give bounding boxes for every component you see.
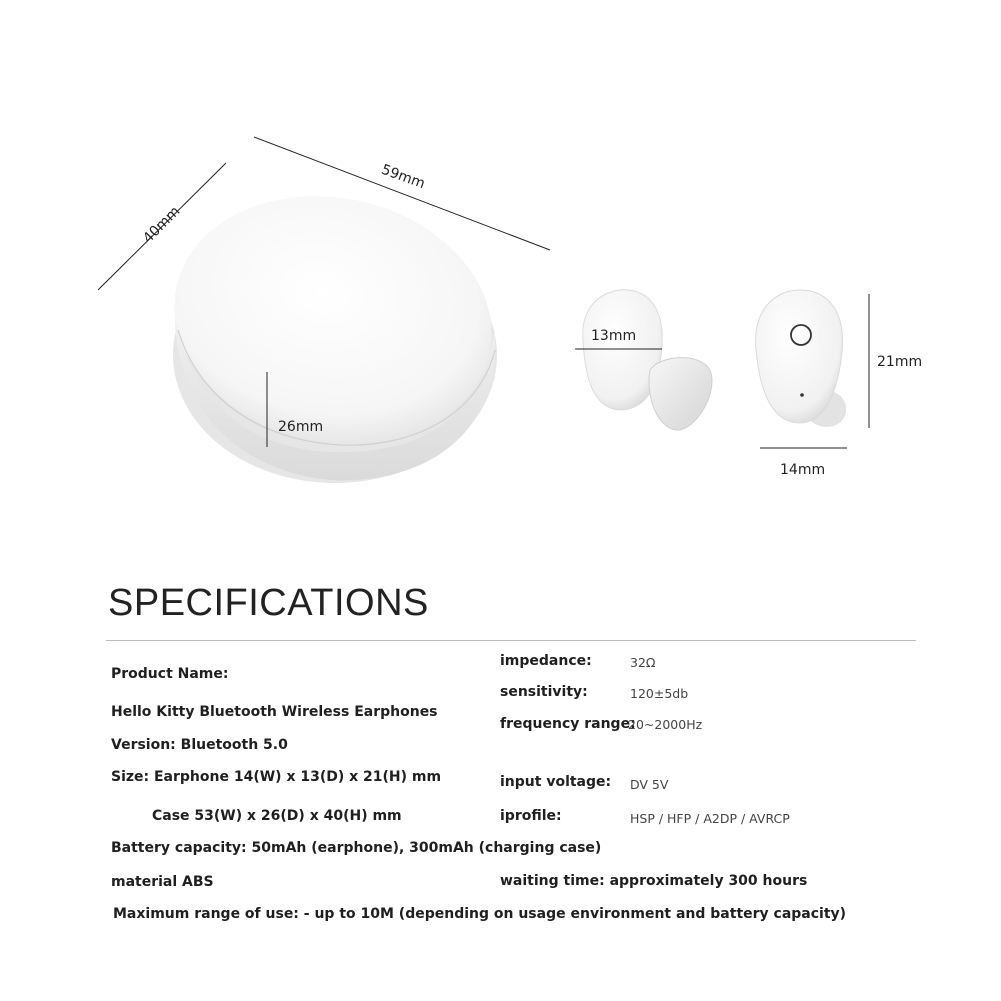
voltage-value: DV 5V — [630, 777, 669, 792]
profile-value: HSP / HFP / A2DP / AVRCP — [630, 811, 790, 826]
frequency-label: frequency range: — [500, 716, 636, 732]
earbud-front-image — [756, 290, 847, 427]
case-depth-label: 40mm — [140, 203, 184, 247]
specifications-heading: SPECIFICATIONS — [108, 582, 429, 624]
earbud-height-label: 21mm — [877, 354, 923, 370]
charging-case-image — [151, 167, 515, 483]
earbud-width-label: 14mm — [780, 462, 826, 478]
product-name-value: Hello Kitty Bluetooth Wireless Earphones — [111, 704, 438, 720]
led-indicator-icon — [800, 393, 804, 397]
case-height-label: 26mm — [278, 419, 324, 435]
size-case-spec: Case 53(W) x 26(D) x 40(H) mm — [152, 808, 402, 824]
impedance-value: 32Ω — [630, 655, 656, 670]
waiting-time-spec: waiting time: approximately 300 hours — [500, 873, 808, 889]
version-spec: Version: Bluetooth 5.0 — [111, 737, 288, 753]
case-length-label: 59mm — [379, 161, 428, 193]
sensitivity-value: 120±5db — [630, 686, 689, 701]
size-earphone-spec: Size: Earphone 14(W) x 13(D) x 21(H) mm — [111, 769, 442, 785]
voltage-label: input voltage: — [500, 774, 612, 790]
impedance-label: impedance: — [500, 653, 592, 669]
sensitivity-label: sensitivity: — [500, 684, 588, 700]
frequency-value: 20~2000Hz — [628, 717, 703, 732]
max-range-spec: Maximum range of use: - up to 10M (depending on usage environment and battery capacity) — [113, 906, 847, 922]
product-name-label: Product Name: — [111, 666, 229, 682]
battery-spec: Battery capacity: 50mAh (earphone), 300mAh (charging case) — [111, 840, 602, 856]
material-spec: material ABS — [111, 874, 214, 890]
heading-divider — [106, 640, 916, 641]
profile-label: iprofile: — [500, 808, 562, 824]
earbud-side-image — [583, 290, 712, 430]
earbud-depth-label: 13mm — [591, 328, 637, 344]
